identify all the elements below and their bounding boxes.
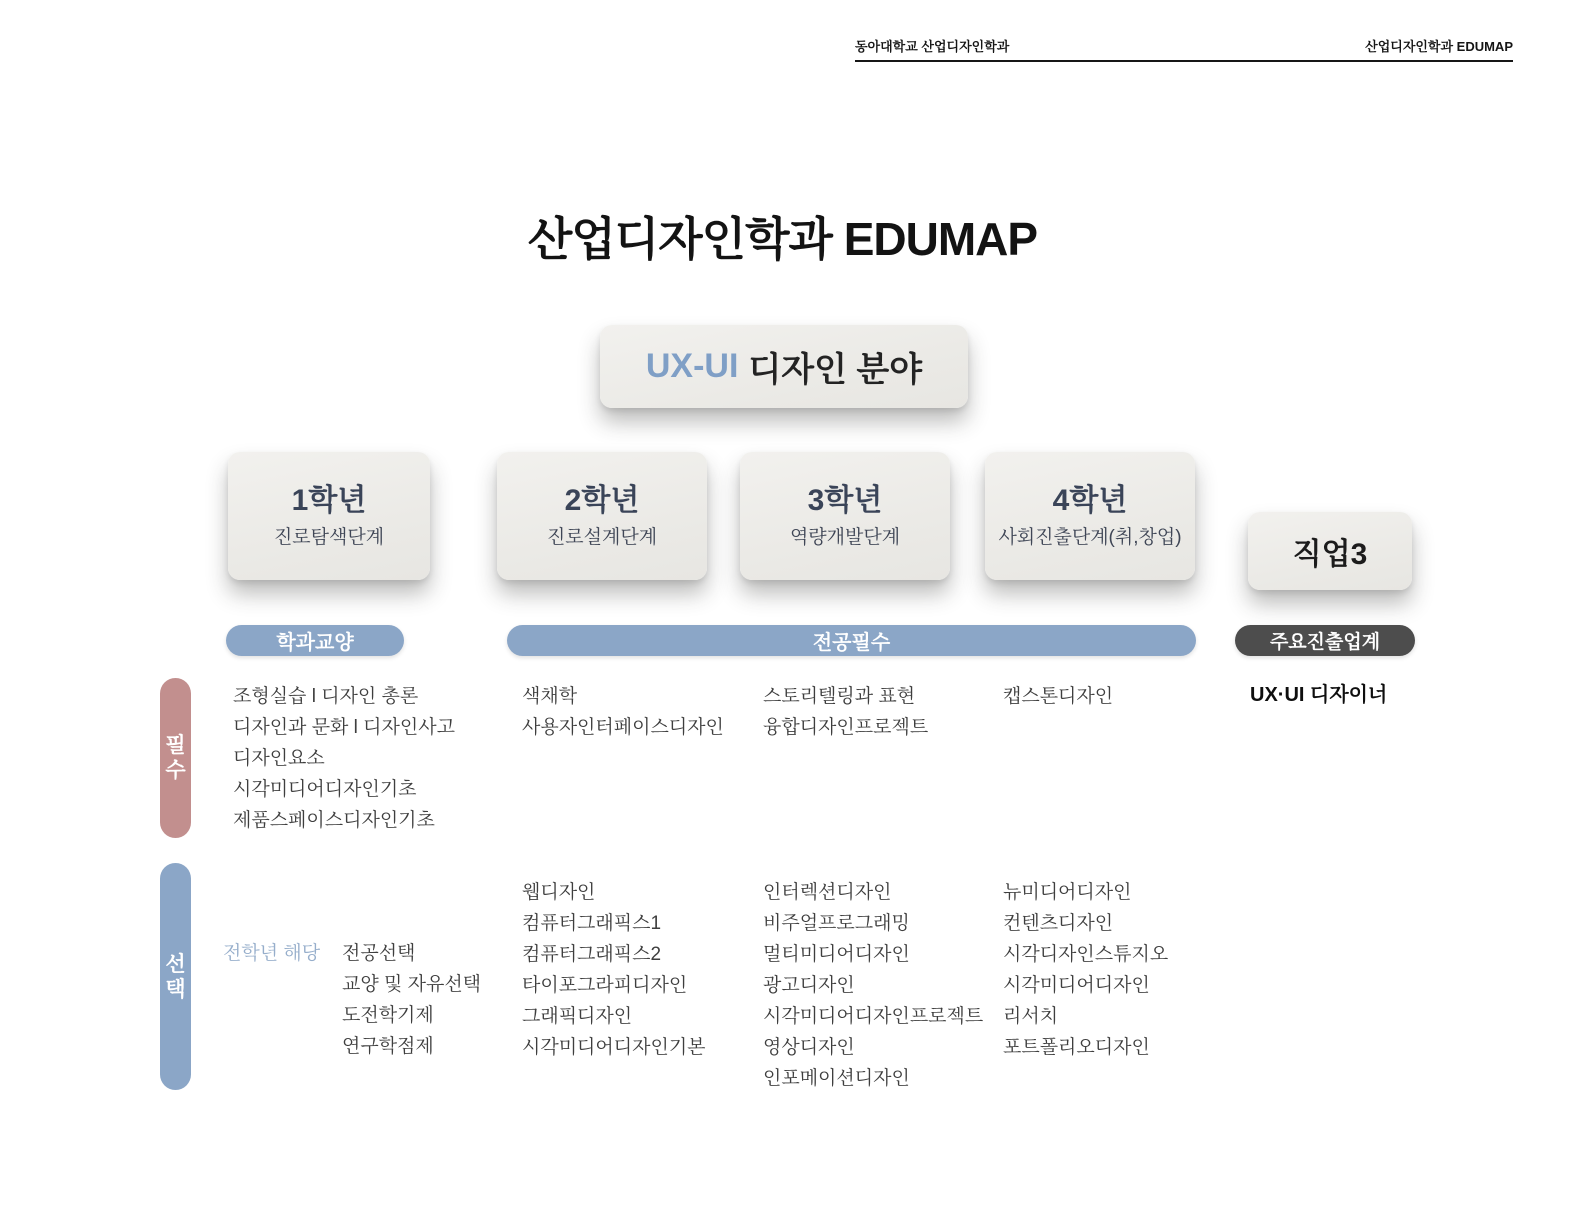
row-label-elective	[160, 863, 191, 1090]
required-courses-year2	[522, 681, 724, 743]
job-count-box: 직업3	[1248, 512, 1412, 590]
required-courses-year1	[233, 681, 455, 836]
grade-subtitle: 역량개발단계	[789, 526, 901, 548]
course-item: 제품스페이스디자인기초	[233, 810, 435, 831]
row-label-required-text: 필수	[165, 734, 186, 782]
course-item: 웹디자인	[522, 882, 596, 903]
course-item: 디자인요소	[233, 748, 325, 769]
grade-subtitle: 사회진출단계(취,창업)	[998, 526, 1182, 548]
header-divider	[855, 60, 1513, 62]
course-item: 시각미디어디자인	[1003, 975, 1150, 996]
grade-box-year2	[497, 452, 707, 580]
course-item: 디자인과 문화 l 디자인사고	[233, 717, 455, 738]
course-item: 그래픽디자인	[522, 1006, 633, 1027]
course-item: 뉴미디어디자인	[1003, 882, 1132, 903]
course-item: 전공선택	[342, 943, 416, 964]
required-courses-year3	[763, 681, 928, 743]
grade-box-year4	[985, 452, 1195, 580]
elective-courses-year4	[1003, 877, 1168, 1063]
field-banner	[600, 325, 968, 408]
course-item: 멀티미디어디자인	[763, 944, 910, 965]
course-item: 인터렉션디자인	[763, 882, 892, 903]
course-item: 컨텐츠디자인	[1003, 913, 1114, 934]
grade-title: 1학년	[291, 483, 367, 517]
grade-box-year3	[740, 452, 950, 580]
course-item: 연구학점제	[342, 1036, 434, 1057]
header-left-text: 동아대학교 산업디자인학과	[855, 39, 1010, 54]
course-item: 시각미디어디자인기초	[233, 779, 417, 800]
course-item: 교양 및 자유선택	[342, 974, 482, 995]
course-item: 융합디자인프로젝트	[763, 717, 929, 738]
required-courses-year4	[1003, 681, 1113, 712]
course-item: 시각미디어디자인기본	[522, 1037, 706, 1058]
field-banner-label: 디자인 분야	[748, 351, 923, 389]
elective-courses-year2	[522, 877, 706, 1063]
course-item: 시각디자인스튜지오	[1003, 944, 1169, 965]
career-job-title: UX·UI 디자이너	[1250, 684, 1388, 706]
pill-department-liberal: 학과교양	[226, 625, 404, 656]
course-item: 비주얼프로그래밍	[763, 913, 910, 934]
grade-subtitle: 진로설계단계	[546, 526, 658, 548]
course-item: 컴퓨터그래픽스2	[522, 944, 662, 965]
grade-title: 3학년	[807, 483, 883, 517]
course-item: 스토리텔링과 표현	[763, 686, 916, 707]
row-label-required	[160, 678, 191, 838]
course-item: 인포메이션디자인	[763, 1068, 910, 1089]
grade-title: 2학년	[564, 483, 640, 517]
course-item: 컴퓨터그래픽스1	[522, 913, 662, 934]
course-item: 시각미디어디자인프로젝트	[763, 1006, 984, 1027]
grade-box-year1	[228, 452, 430, 580]
row-label-elective-text: 선택	[165, 952, 186, 1001]
course-item: 조형실습 l 디자인 총론	[233, 686, 419, 707]
course-item: 도전학기제	[342, 1005, 434, 1026]
course-item: 사용자인터페이스디자인	[522, 717, 724, 738]
elective-all-years-note: 전학년 해당	[223, 943, 321, 964]
page-title: 산업디자인학과 EDUMAP	[527, 212, 1038, 265]
course-item: 캡스톤디자인	[1003, 686, 1114, 707]
course-item: 색채학	[522, 686, 578, 707]
course-item: 포트폴리오디자인	[1003, 1037, 1150, 1058]
course-item: 타이포그라피디자인	[522, 975, 688, 996]
course-item: 광고디자인	[763, 975, 855, 996]
grade-subtitle: 진로탐색단계	[273, 526, 385, 548]
pill-career-fields: 주요진출업계	[1235, 625, 1415, 656]
field-banner-highlight: UX-UI	[645, 347, 739, 385]
pill-major-required: 전공필수	[507, 625, 1196, 656]
elective-courses-year3	[763, 877, 983, 1094]
course-item: 리서치	[1003, 1006, 1059, 1027]
course-item: 영상디자인	[763, 1037, 855, 1058]
elective-courses-all-years	[342, 938, 481, 1062]
grade-title: 4학년	[1052, 483, 1128, 517]
header-right-text: 산업디자인학과 EDUMAP	[1365, 39, 1513, 54]
